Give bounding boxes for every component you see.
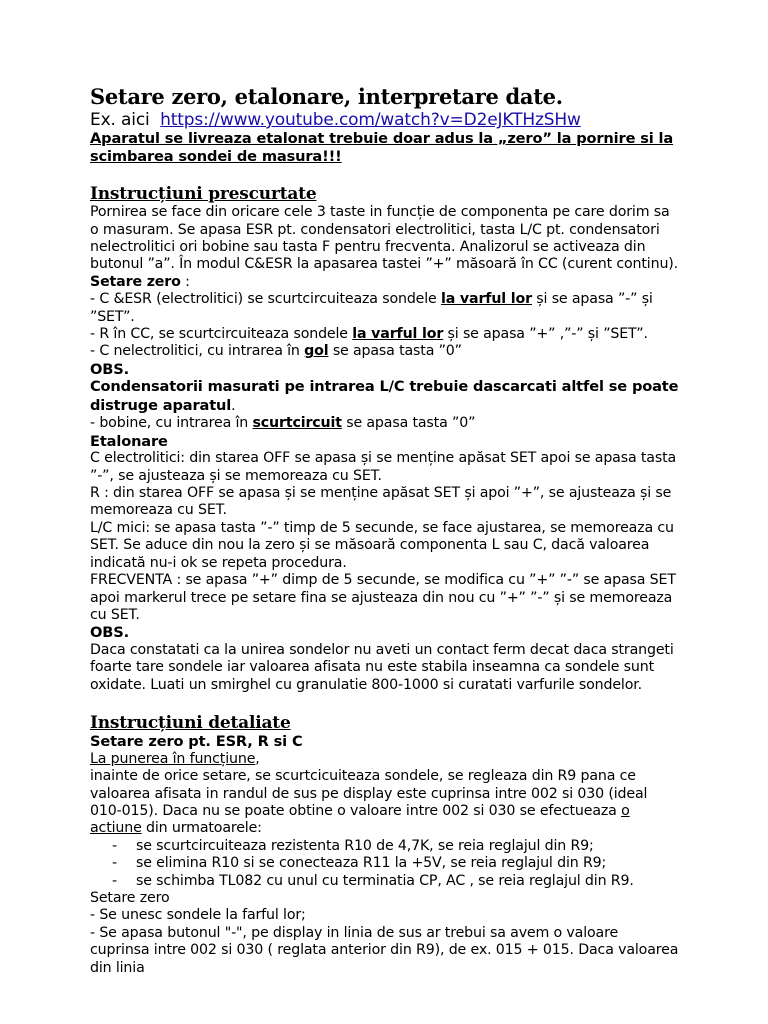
step-inductor: - bobine, cu intrarea în scurtcircuit se apasa tasta ”0” <box>90 415 476 432</box>
step-r: - R în CC, se scurtcircuiteaza sondele la varful lor și se apasa ”+” ,”-” și ”SET”. <box>90 326 648 343</box>
detailed-subheading: Setare zero pt. ESR, R si C <box>90 733 303 751</box>
short-intro: Pornirea se face din oricare cele 3 taste in funcție de componenta pe care dorim sa o masuram. Se apasa ESR pt. condensatori electrolitici, tasta L/C pt. condensatori nelectrolitici ori bobine sau tasta F pentru frecventa. Analizorul se activeaza din butonul ”a”. În modul C&ESR la apasarea tastei ”+” măsoară în CC (curent continu). <box>90 204 679 273</box>
obs-discharge: Condensatorii masurati pe intrarea L/C trebuie dascarcati altfel se poate distruge aparatul. <box>90 378 679 414</box>
calib-frequency: FRECVENTA : se apasa ”+” dimp de 5 secunde, se modifica cu ”+” ”-” se apasa SET apoi markerul trece pe setare fina se ajusteaza din nou cu ”+” ”-” și se memoreaza cu SET. <box>90 572 676 623</box>
list-item: - se elimina R10 si se conecteaza R11 la +5V, se reia reglajul din R9; <box>112 855 680 872</box>
example-line <box>90 110 680 130</box>
obs-label: OBS. <box>90 360 129 378</box>
action-list <box>90 838 680 890</box>
calib-c-electrolytic: C electrolitici: din starea OFF se apasa și se menține apăsat SET apoi se apasa tasta ”-”, se ajusteaza și se memoreaza cu SET. <box>90 450 677 484</box>
calibration-warning: Aparatul se livreaza etalonat trebuie doar adus la „zero” la pornire si la scimbarea sondei de masura!!! <box>90 130 674 165</box>
zero-step-1: - Se unesc sondele la farful lor; <box>90 907 306 924</box>
power-on-label: La punerea în funcțiune, <box>90 750 260 767</box>
detailed-instructions-heading: Instrucțiuni detaliate <box>90 713 291 734</box>
list-item: - se scurtcircuiteaza rezistenta R10 de 4,7K, se reia reglajul din R9; <box>112 838 680 855</box>
setare-zero-label: Setare zero : <box>90 273 190 290</box>
step-esr: - C &ESR (electrolitici) se scurtcircuiteaza sondele la varful lor și se apasa ”-” și ”SET”. <box>90 291 653 325</box>
example-prefix: Ex. aici <box>90 110 150 130</box>
power-on-text: inainte de orice setare, se scurtcicuiteaza sondele, se regleaza din R9 pana ce valoarea afisata in randul de sus pe display este cuprinsa intre 002 si 030 (ideal 010-015). Daca nu se poate obtine o valoare intre 002 si 030 se efectueaza o actiune din urmatoarele: <box>90 768 648 837</box>
youtube-link[interactable]: https://www.youtube.com/watch?v=D2eJKTHzSHw <box>160 110 581 130</box>
setare-zero-label-2: Setare zero <box>90 889 170 906</box>
step-c-nonelectrolytic: - C nelectrolitici, cu intrarea în gol se apasa tasta ”0” <box>90 343 462 360</box>
calib-r: R : din starea OFF se apasa și se menține apăsat SET și apoi ”+”, se ajusteaza și se memoreaza cu SET. <box>90 485 672 519</box>
obs-label-2: OBS. <box>90 624 129 642</box>
obs-oxidation: Daca constatati ca la unirea sondelor nu aveti un contact ferm decat daca strangeti foarte tare sondele iar valoarea afisata nu este stabila inseamna ca sondele sunt oxidate. Luati un smirghel cu granulatie 800-1000 si curatati varfurile sondelor. <box>90 641 674 693</box>
document-content <box>90 84 680 977</box>
zero-step-2: - Se apasa butonul "-", pe display in linia de sus ar trebui sa avem o valoare cuprinsa intre 002 si 030 ( reglata anterior din R9), de ex. 015 + 015. Daca valoarea din linia <box>90 924 679 976</box>
short-instructions-heading: Instrucțiuni prescurtate <box>90 184 317 205</box>
document-title: Setare zero, etalonare, interpretare date. <box>90 84 563 109</box>
list-item: - se schimba TL082 cu unul cu terminatia CP, AC , se reia reglajul din R9. <box>112 873 680 890</box>
etalonare-heading: Etalonare <box>90 432 168 450</box>
calib-lc: L/C mici: se apasa tasta ”-” timp de 5 secunde, se face ajustarea, se memoreaza cu SET. Se aduce din nou la zero și se măsoară componenta L sau C, dacă valoarea indicată nu-i ok se repeta procedura. <box>90 519 674 571</box>
